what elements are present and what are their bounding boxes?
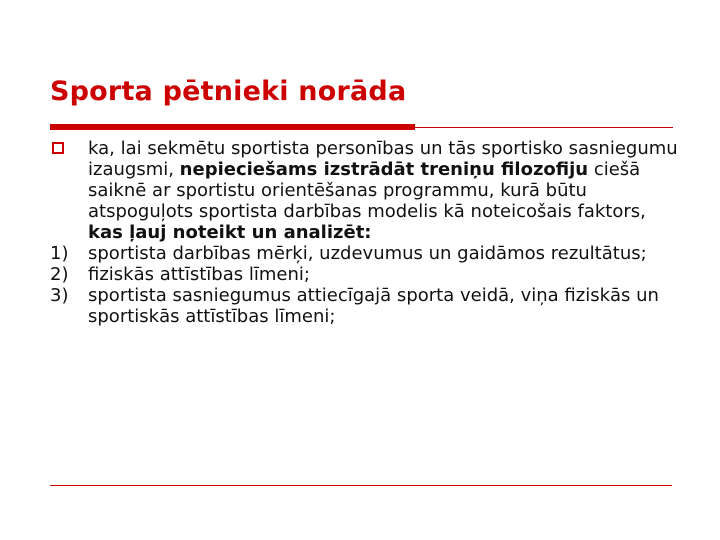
footer-rule [50,485,672,486]
list-number: 3) [50,285,69,306]
list-item-text: sportista darbības mērķi, uzdevumus un gaidāmos rezultātus; [88,243,647,264]
list-item-text: fiziskās attīstības līmeni; [88,264,310,285]
hollow-square-bullet-icon [52,142,64,154]
title-underline-thick [50,124,415,130]
bullet-item [50,138,690,243]
list-item-3 [50,285,690,327]
bullet-text-bold2: kas ļauj noteikt un analizēt: [88,222,372,243]
slide-body [50,138,690,327]
list-item-2 [50,264,690,285]
title-underline-thin [415,127,673,128]
list-number: 1) [50,243,69,264]
bullet-text-part1: ka, lai sekmētu sportista personības un tās sportisko sasniegumu izaugsmi, [88,138,678,180]
list-item-text: sportista sasniegumus attiecīgajā sporta veidā, viņa fiziskās un sportiskās attīstības līmeni; [88,285,659,327]
list-item-1 [50,243,690,264]
slide-title: Sporta pētnieki norāda [50,76,407,107]
bullet-text-bold1: nepieciešams izstrādāt treniņu filozofiju [179,159,589,180]
bullet-text [88,138,690,243]
bullet-text-part2: ciešā saiknē ar sportistu orientēšanas programmu, kurā būtu atspoguļots sportista darbības modelis kā noteicošais faktors, [88,159,646,222]
list-number: 2) [50,264,69,285]
